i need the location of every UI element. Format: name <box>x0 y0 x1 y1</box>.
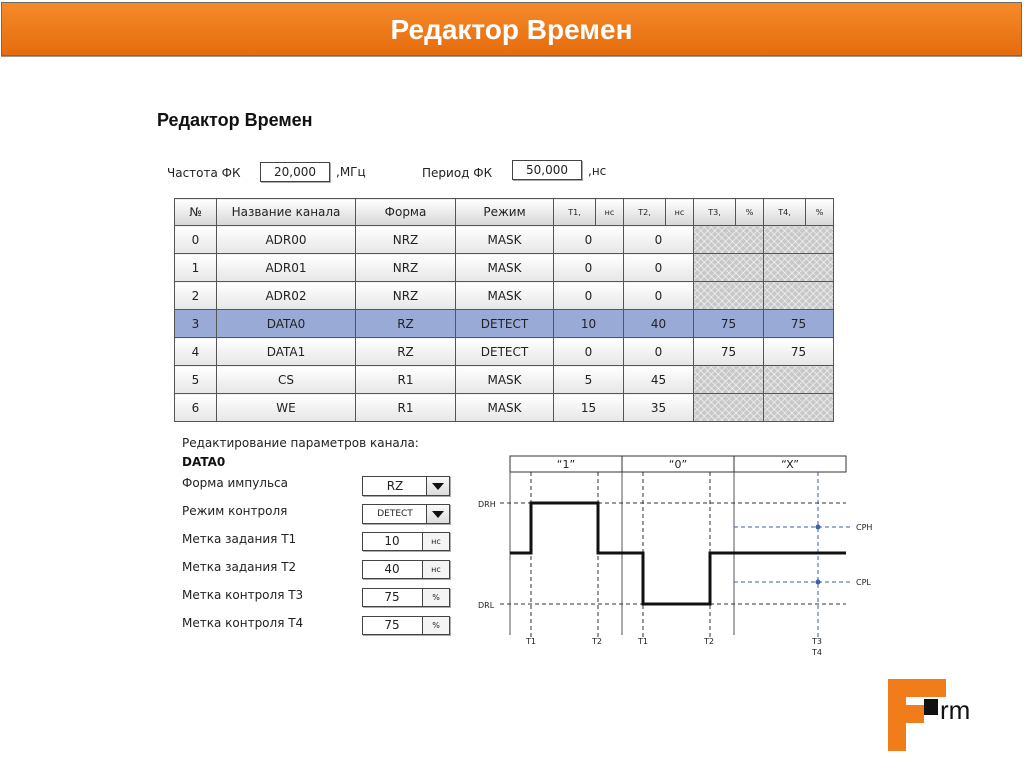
cell-t3-disabled <box>694 394 764 422</box>
cell-t4: 75 <box>764 338 834 366</box>
title-banner <box>1 2 1022 56</box>
t4-label: Метка контроля T4 <box>182 616 304 630</box>
column-label-1: “1” <box>556 458 576 471</box>
t2-input[interactable] <box>362 560 450 579</box>
cell-num: 0 <box>175 226 217 254</box>
t1-unit: нс <box>422 533 449 550</box>
tick-t4: T4 <box>812 648 822 657</box>
tick-t2: T2 <box>704 637 714 646</box>
cell-t3-disabled <box>694 226 764 254</box>
freq-unit: ,МГц <box>336 165 366 179</box>
t4-value: 75 <box>384 618 400 632</box>
cell-num: 6 <box>175 394 217 422</box>
timing-diagram <box>470 452 890 664</box>
page-heading: Редактор Времен <box>157 110 313 130</box>
cell-num: 1 <box>175 254 217 282</box>
cell-mode: DETECT <box>456 310 554 338</box>
t1-value: 10 <box>384 534 400 548</box>
tick-t1: T1 <box>638 637 648 646</box>
tick-t1: T1 <box>526 637 536 646</box>
header-form: Форма <box>356 199 456 226</box>
tick-t2: T2 <box>592 637 602 646</box>
cph-point <box>816 525 821 530</box>
cell-form: NRZ <box>356 226 456 254</box>
label-drl: DRL <box>478 601 495 610</box>
t3-input[interactable] <box>362 588 450 607</box>
cell-name: ADR02 <box>217 282 356 310</box>
cell-t1: 10 <box>554 310 624 338</box>
cell-t2: 0 <box>624 282 694 310</box>
cell-t3: 75 <box>694 338 764 366</box>
table-row[interactable] <box>175 254 834 282</box>
cell-name: WE <box>217 394 356 422</box>
dropdown-arrow-icon[interactable] <box>426 505 449 523</box>
table-header-row <box>175 199 834 226</box>
cell-mode: DETECT <box>456 338 554 366</box>
company-logo <box>888 679 1006 751</box>
control-mode-select[interactable] <box>362 504 450 524</box>
t3-value: 75 <box>384 590 400 604</box>
header-t1: T1, <box>554 199 596 226</box>
t4-unit: % <box>422 617 449 634</box>
control-mode-label: Режим контроля <box>182 504 288 518</box>
cell-t2: 40 <box>624 310 694 338</box>
cell-t2: 45 <box>624 366 694 394</box>
cell-t1: 5 <box>554 366 624 394</box>
timing-markers <box>531 472 710 638</box>
tick-t3: T3 <box>812 637 822 646</box>
cell-name: CS <box>217 366 356 394</box>
cell-t4-disabled <box>764 282 834 310</box>
t3-label: Метка контроля T3 <box>182 588 304 602</box>
cell-t3-disabled <box>694 366 764 394</box>
table-row[interactable] <box>175 366 834 394</box>
cell-name: DATA1 <box>217 338 356 366</box>
t3-unit: % <box>422 589 449 606</box>
cell-num: 4 <box>175 338 217 366</box>
pulse-form-label: Форма импульса <box>182 476 289 490</box>
header-num: № <box>175 199 217 226</box>
header-name: Название канала <box>217 199 356 226</box>
period-label: Период ФК <box>422 166 493 180</box>
cell-t3-disabled <box>694 282 764 310</box>
cpl-point <box>816 580 821 585</box>
cell-t4: 75 <box>764 310 834 338</box>
cell-t2: 0 <box>624 254 694 282</box>
cell-form: R1 <box>356 366 456 394</box>
cell-t1: 0 <box>554 282 624 310</box>
header-mode: Режим <box>456 199 554 226</box>
cell-form: RZ <box>356 338 456 366</box>
cell-mode: MASK <box>456 282 554 310</box>
cell-t4-disabled <box>764 366 834 394</box>
cell-mode: MASK <box>456 394 554 422</box>
cell-t3: 75 <box>694 310 764 338</box>
cell-name: ADR00 <box>217 226 356 254</box>
header-t3: T3, <box>694 199 736 226</box>
cell-t2: 0 <box>624 338 694 366</box>
cell-name: ADR01 <box>217 254 356 282</box>
cell-t1: 0 <box>554 226 624 254</box>
t4-input[interactable] <box>362 616 450 635</box>
label-cpl: CPL <box>856 578 871 587</box>
header-t4: T4, <box>764 199 806 226</box>
t1-input[interactable] <box>362 532 450 551</box>
edit-panel-title: Редактирование параметров канала: <box>182 436 419 450</box>
header-t2: T2, <box>624 199 666 226</box>
period-input[interactable]: 50,000 <box>512 160 582 180</box>
header-t4-unit: % <box>806 199 834 226</box>
period-unit: ,нс <box>588 164 607 178</box>
column-label-x: “X” <box>781 458 799 471</box>
freq-label: Частота ФК <box>167 166 241 180</box>
cell-name: DATA0 <box>217 310 356 338</box>
cell-t1: 15 <box>554 394 624 422</box>
edit-channel-name: DATA0 <box>182 455 226 469</box>
t2-value: 40 <box>384 562 400 576</box>
cell-num: 3 <box>175 310 217 338</box>
dropdown-arrow-icon[interactable] <box>426 477 449 495</box>
t1-label: Метка задания T1 <box>182 532 297 546</box>
cell-form: R1 <box>356 394 456 422</box>
cell-num: 5 <box>175 366 217 394</box>
cell-t3-disabled <box>694 254 764 282</box>
cell-t4-disabled <box>764 254 834 282</box>
banner-title: Редактор Времен <box>390 14 633 45</box>
waveform <box>510 503 846 604</box>
cell-t2: 0 <box>624 226 694 254</box>
header-t1-unit: нс <box>596 199 624 226</box>
table-row[interactable] <box>175 394 834 422</box>
cell-form: NRZ <box>356 254 456 282</box>
logo-square <box>924 699 938 715</box>
logo-text: rm <box>940 695 971 725</box>
table-row-selected[interactable] <box>175 310 834 338</box>
pulse-form-select[interactable] <box>362 476 450 496</box>
cell-form: RZ <box>356 310 456 338</box>
column-label-0: “0” <box>668 458 688 471</box>
t2-unit: нс <box>422 561 449 578</box>
cell-t4-disabled <box>764 226 834 254</box>
cell-t2: 35 <box>624 394 694 422</box>
cell-t4-disabled <box>764 394 834 422</box>
channel-table <box>174 198 834 422</box>
label-cph: CPH <box>856 523 873 532</box>
cell-num: 2 <box>175 282 217 310</box>
freq-input[interactable]: 20,000 <box>260 162 330 182</box>
header-t2-unit: нс <box>666 199 694 226</box>
cell-t1: 0 <box>554 338 624 366</box>
label-drh: DRH <box>478 500 496 509</box>
table-row[interactable] <box>175 338 834 366</box>
table-row[interactable] <box>175 226 834 254</box>
t2-label: Метка задания T2 <box>182 560 297 574</box>
control-mode-value: DETECT <box>377 509 413 519</box>
header-t3-unit: % <box>736 199 764 226</box>
cell-form: NRZ <box>356 282 456 310</box>
cell-mode: MASK <box>456 226 554 254</box>
cell-t1: 0 <box>554 254 624 282</box>
cell-mode: MASK <box>456 254 554 282</box>
table-row[interactable] <box>175 282 834 310</box>
cell-mode: MASK <box>456 366 554 394</box>
pulse-form-value: RZ <box>386 479 404 493</box>
